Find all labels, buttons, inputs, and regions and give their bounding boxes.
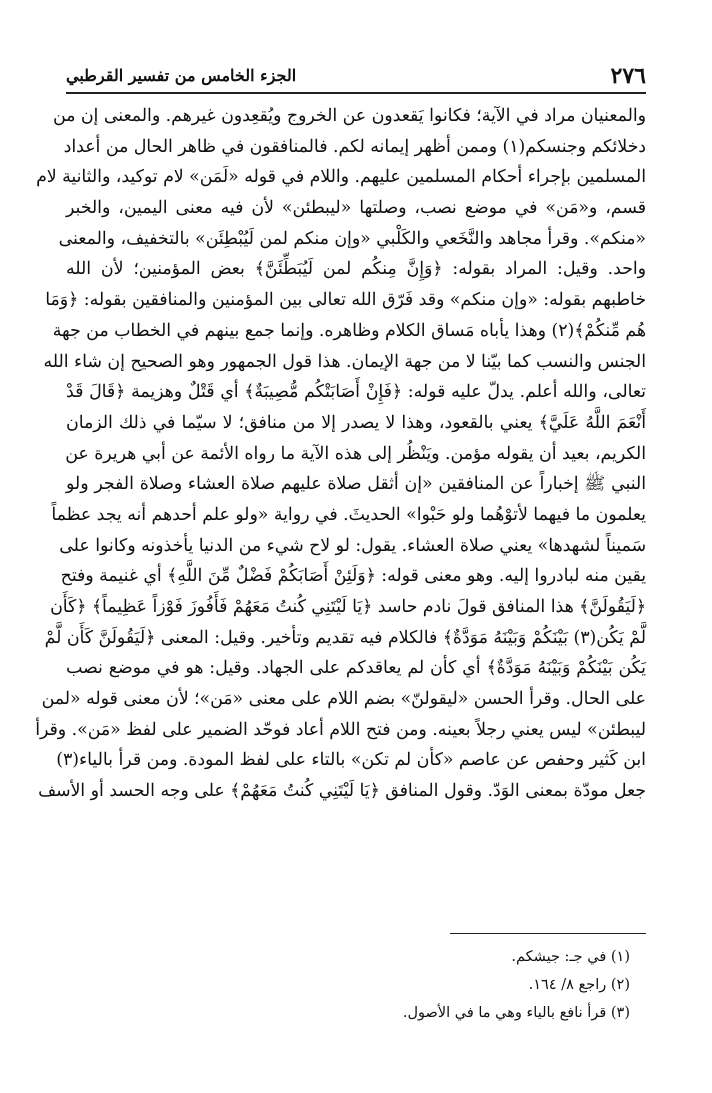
body-text — [35, 101, 646, 807]
page-number: ٢٧٦ — [610, 63, 646, 89]
text-line: أَنْعَمَ اللَّهُ عَلَيَّ﴾ يعني بالقعود، وهذا لا يصدر إلا من منافق؛ لا سيّما في ذلك الزمان — [66, 412, 646, 433]
text-line: خاطبهم بقوله: «وإن منكم» وقد فَرّق الله تعالى بين المؤمنين والمنافقين بقوله: ﴿وَمَا — [45, 290, 646, 311]
text-line: الكريم، بعيد أن يقوله مؤمن. ويَنْظُر إلى هذه الآية ما رواه الأئمة عن أبي هريرة عن — [65, 443, 646, 464]
text-line: النبي ﷺ إخباراً عن المنافقين «إن أثقل صلاة عليهم صلاة العشاء وصلاة الفجر ولو — [66, 474, 646, 495]
text-line: قسم، و«مَن» في موضع نصب، وصلتها «ليبطئن» لأن فيه معنى اليمين، والخبر — [66, 198, 646, 219]
footnotes — [66, 943, 630, 1027]
text-line: يَكُن بَيْنَكُمْ وَبَيْنَهُ مَوَدَّةٌ﴾ أي كأن لم يعاقدكم على الجهاد. وقيل: هو في موضع نصب — [66, 658, 646, 679]
page-header — [66, 58, 646, 94]
text-line: تعالى، والله أعلم. يدلّ عليه قوله: ﴿فَإِنْ أَصَابَتْكُم مُّصِيبَةٌ﴾ أي قَتْلٌ وهزيمة ﴿قَالَ قَدْ — [66, 382, 646, 403]
footnote: (٢) راجع ٨/ ١٦٤. — [528, 977, 630, 993]
text-line: يقين منه لبادروا إليه. وهو معنى قوله: ﴿وَلَئِنْ أَصَابَكُمْ فَضْلٌ مِّنَ اللَّهِ﴾ أي غنيمة وفتح — [60, 566, 646, 587]
footnote: (١) في جـ: جيشكم. — [511, 949, 630, 965]
footnote: (٣) قرأ نافع بالياء وهي ما في الأصول. — [402, 1005, 630, 1021]
text-line: يعلمون ما فيهما لأتوْهُما ولو حَبْوا» الحديثَ. في رواية «ولو علم أحدهم أنه يجد عظماً — [51, 504, 646, 525]
footnote-divider — [450, 933, 646, 934]
text-line: «منكم». وقرأ مجاهد والنَّخَعي والكَلْبي «وإن منكم لمن لَيُبْطِئَن» بالتخفيف، والمعنى — [58, 228, 646, 249]
text-line: على الحال. وقرأ الحسن «ليقولنّ» بضم اللام على معنى «مَن»؛ لأن معنى قوله «لمن — [41, 689, 646, 710]
text-line: جعل مودّة بمعنى الوَدّ. وقول المنافق ﴿يَا لَيْتَنِي كُنتُ مَعَهُمْ﴾ على وجه الحسد أو الأسف — [38, 781, 646, 802]
text-line: هُم مِّنكُمْ﴾(٢) وهذا يأباه مَساق الكلام وظاهره. وإنما جمع بينهم في الخطاب من جهة — [52, 320, 646, 341]
text-line: دخلائكم وجنسكم(١) وممن أظهر إيمانه لكم. فالمنافقون في ظاهر الحال من أعداد — [63, 136, 646, 157]
text-line: والمعنيان مراد في الآية؛ فكانوا يَقعدون عن الخروج ويُقعِدون غيرهم. والمعنى إن من — [52, 106, 646, 126]
running-title: الجزء الخامس من تفسير القرطبي — [66, 66, 297, 85]
text-line: ﴿لَيَقُولَنَّ﴾ هذا المنافق قولَ نادم حاسد ﴿يَا لَيْتَنِي كُنتُ مَعَهُمْ فَأَفُوزَ فَوْزاً عَظِيماً﴾ ﴿كَأَن — [50, 597, 646, 617]
text-line: سَميناً لشهدها» يعني صلاة العشاء. يقول: لو لاح شيء من الدنيا يأخذونه وكانوا على — [59, 535, 646, 556]
text-line: واحد. وقيل: المراد بقوله: ﴿وَإِنَّ مِنكُم لمن لَيُبَطِّئَنَّ﴾ بعض المؤمنين؛ لأن الله — [66, 259, 646, 280]
text-line: المسلمين بإجراء أحكام المسلمين عليهم. واللام في قوله «لَمَن» لام توكيد، والثانية لام — [36, 167, 646, 188]
text-line: لَّمْ يَكُن(٣) بَيْنَكُمْ وَبَيْنَهُ مَوَدَّةٌ﴾ فالكلام فيه تقديم وتأخير. وقيل: المعنى ﴿لَيَقُولَنَّ كَأَن لَّمْ — [44, 627, 646, 648]
text-line: ليبطئن» ليس يعني رجلاً بعينه. ومن فتح اللام أعاد فوحّد الضمير على لفظ «مَن». وقرأ — [35, 719, 646, 740]
text-line: الجنس والنسب كما بيّنا لا من جهة الإيمان. هذا قول الجمهور وهو الصحيح إن شاء الله — [43, 351, 646, 372]
text-line: ابن كَثير وحفص عن عاصم «كأن لم تكن» بالتاء على لفظ المودة. ومن قرأ بالياء(٣) — [56, 750, 646, 771]
